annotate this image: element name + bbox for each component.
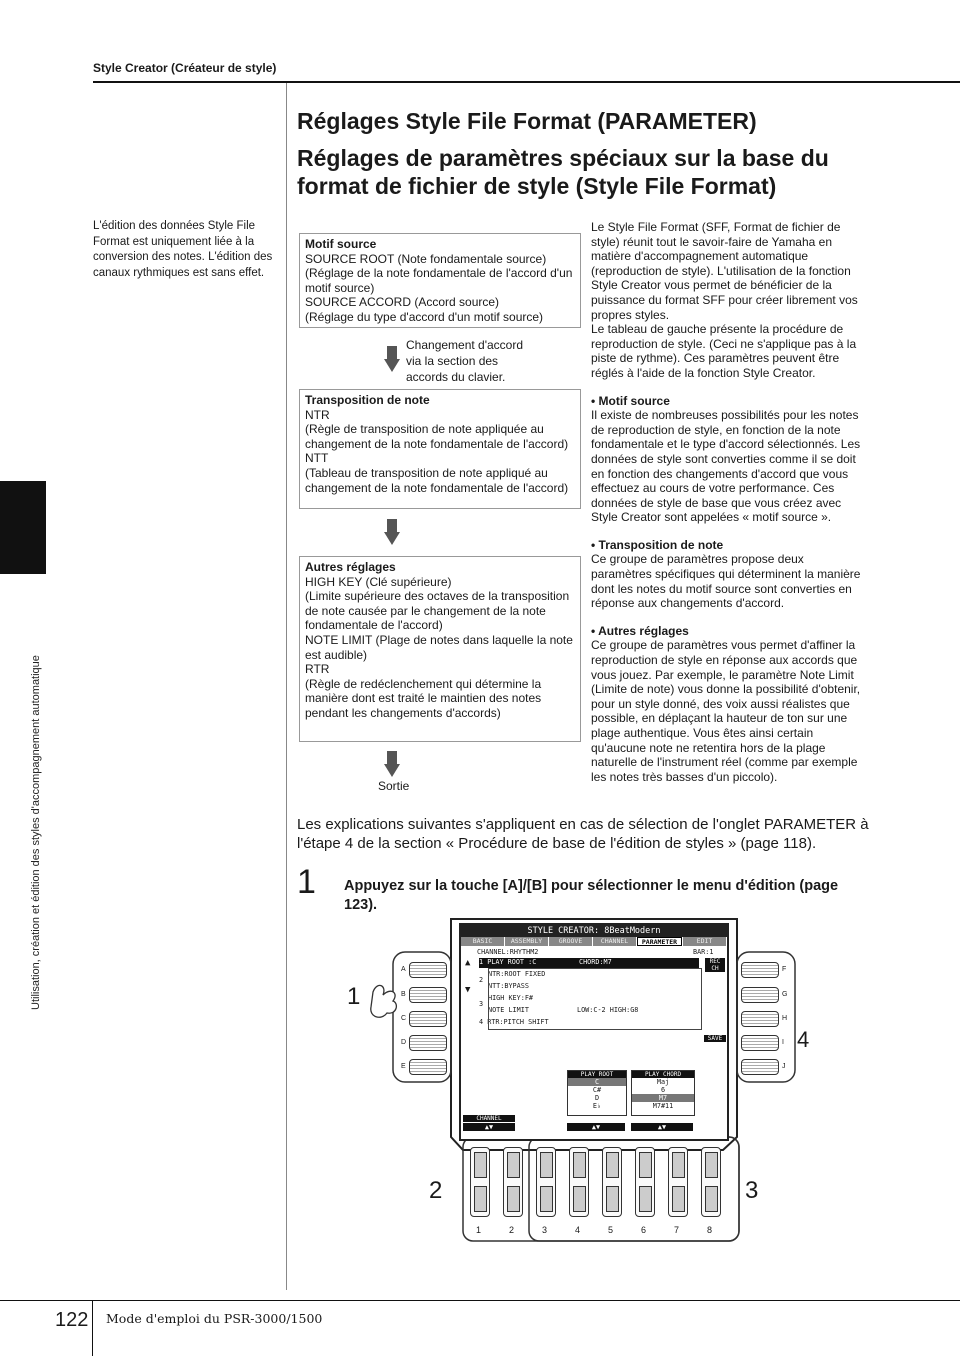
list-item[interactable]: E♭ xyxy=(592,1102,602,1110)
subsection-text: Ce groupe de paramètres vous permet d'affiner la reproduction de style en réponse aux accords que vous jouez. Par exemple, le paramètre Note Limit (Limite de note) vous donne la possibilité d'obtenir, pour un style donné, des voix aussi réalistes que possible, en déplaçant la hauteur de ton sur une plage authentique. Vous êtes ainsi certain qu'aucune note ne retentira hors de la plage naturelle de l'instrument réel (comme par exemple les notes très basses d'un piccolo). xyxy=(591,638,861,784)
row-label: RTR:PITCH SHIFT xyxy=(487,1018,549,1026)
param-grid xyxy=(488,968,702,1030)
flow-line: (Tableau de transposition de note appliqué au changement de la note fondamentale de l'accord) xyxy=(305,465,569,495)
row-number: 3 xyxy=(479,1000,484,1008)
flow-box-title: Transposition de note xyxy=(305,393,430,407)
button-label: B xyxy=(401,991,406,998)
flow-line: RTR xyxy=(305,662,330,677)
flow-box-title: Autres réglages xyxy=(305,560,396,574)
intro-paragraph: Les explications suivantes s'appliquent en cas de sélection de l'onglet PARAMETER à l'étape 4 de la section « Procédure de base de l'édition de styles » (page 118). xyxy=(297,816,869,852)
button-label: C xyxy=(401,1015,407,1022)
list-item[interactable]: M7#11 xyxy=(652,1102,674,1110)
save-button[interactable]: SAVE xyxy=(704,1035,726,1042)
flow-line: (Limite supérieure des octaves de la transposition de note causée par le changement de la note fondamentale de l'accord) xyxy=(305,589,570,633)
row-number: 4 xyxy=(479,1018,484,1026)
flow-line: (Règle de redéclenchement qui détermine la manière dont est traité le maintien des notes pendant les changements d'accords) xyxy=(305,676,542,720)
slider-4[interactable] xyxy=(569,1147,589,1217)
row-label: NOTE LIMIT xyxy=(488,1006,529,1014)
play-chord-arrows-icon[interactable]: ▲▼ xyxy=(631,1123,693,1131)
list-item[interactable]: Maj xyxy=(656,1078,670,1086)
list-item[interactable]: 6 xyxy=(660,1086,666,1094)
channel-label: CHANNEL xyxy=(463,1115,515,1122)
button-label: E xyxy=(401,1063,406,1070)
slider-1[interactable] xyxy=(470,1147,490,1217)
chapter-tab xyxy=(0,481,46,574)
flow-line: NTR xyxy=(305,407,330,422)
flow-arrow-down-icon xyxy=(384,519,400,546)
intro-text: Le Style File Format (SFF, Format de fichier de style) réunit tout le savoir-faire de Yamaha en matière d'accompagnement automatique (reproduction de style). L'utilisation de la fonction Style Creator vous permet de bénéficier de la puissance du format SFF pour créer librement vos propres styles. xyxy=(591,220,858,322)
tab-channel[interactable]: CHANNEL xyxy=(593,937,636,946)
tab-parameter[interactable]: PARAMETER xyxy=(637,937,682,946)
play-root-label: PLAY ROOT xyxy=(568,1071,626,1078)
tab-basic[interactable]: BASIC xyxy=(461,937,504,946)
row-label: NTR:ROOT FIXED xyxy=(488,970,546,978)
callout-3: 3 xyxy=(745,1177,759,1204)
row-label: PLAY ROOT :C xyxy=(487,958,537,966)
section-heading: Réglages Style File Format (PARAMETER) xyxy=(297,108,757,134)
button-label: J xyxy=(782,1063,786,1070)
page-number: 122 xyxy=(55,1309,89,1331)
channel-arrows-icon[interactable]: ▲▼ xyxy=(463,1123,515,1131)
flow-box-other xyxy=(299,556,581,742)
callout-2: 2 xyxy=(429,1177,443,1204)
section-subheading-line2: format de fichier de style (Style File Format) xyxy=(297,173,777,199)
footer-divider xyxy=(92,1300,93,1356)
flow-arrow-caption xyxy=(406,337,523,385)
flow-output-label: Sortie xyxy=(378,779,410,793)
list-item[interactable]: M7 xyxy=(632,1094,694,1102)
play-chord-label: PLAY CHORD xyxy=(632,1071,694,1078)
play-root-list[interactable] xyxy=(567,1070,627,1116)
flow-box-title: Motif source xyxy=(305,237,377,251)
flow-line: (Réglage du type d'accord d'un motif source) xyxy=(305,309,544,324)
slider-8[interactable] xyxy=(701,1147,721,1217)
button-e[interactable] xyxy=(409,1059,447,1075)
slider-number: 6 xyxy=(641,1225,647,1235)
subsection-title: • Motif source xyxy=(591,393,670,408)
running-header: Style Creator (Créateur de style) xyxy=(93,61,277,75)
lcd-screen xyxy=(459,923,729,1141)
footer-rule xyxy=(0,1300,960,1301)
screen-tabs xyxy=(461,937,727,946)
channel-readout: CHANNEL:RHYTHM2 xyxy=(477,948,539,956)
section-subheading-line1: Réglages de paramètres spéciaux sur la base du xyxy=(297,145,829,171)
row-number: 2 xyxy=(479,976,484,984)
button-d[interactable] xyxy=(409,1035,447,1051)
subsection-title: • Autres réglages xyxy=(591,623,689,638)
button-label: D xyxy=(401,1039,407,1046)
flow-arrow-down-icon xyxy=(384,346,400,373)
button-i[interactable] xyxy=(741,1035,779,1051)
slider-number: 3 xyxy=(542,1225,548,1235)
button-g[interactable] xyxy=(741,987,779,1003)
row-label: HIGH KEY:F# xyxy=(488,994,534,1002)
scroll-up-icon[interactable]: ▲ xyxy=(465,958,471,968)
flow-box-source xyxy=(299,233,581,328)
row-value: CHORD:M7 xyxy=(579,958,612,966)
param-row-play-root[interactable] xyxy=(479,958,699,968)
row-value: LOW:C-2 HIGH:G8 xyxy=(577,1006,639,1014)
button-j[interactable] xyxy=(741,1059,779,1075)
tab-edit[interactable]: EDIT xyxy=(683,937,726,946)
button-a[interactable] xyxy=(409,962,447,978)
callout-4: 4 xyxy=(797,1027,810,1052)
slider-5[interactable] xyxy=(602,1147,622,1217)
subsection-text: Ce groupe de paramètres propose deux paramètres spécifiques qui déterminent la manière dont les notes du motif source sont converties en réponse aux changements d'accord. xyxy=(591,552,861,611)
flow-line: NTT xyxy=(305,451,329,466)
caption-line: accords du clavier. xyxy=(406,370,506,384)
row-label: NTT:BYPASS xyxy=(488,982,529,990)
play-root-arrows-icon[interactable]: ▲▼ xyxy=(567,1123,625,1131)
button-f[interactable] xyxy=(741,962,779,978)
flow-line: NOTE LIMIT (Plage de notes dans laquelle la note est audible) xyxy=(305,632,573,662)
tab-groove[interactable]: GROOVE xyxy=(549,937,592,946)
list-item[interactable]: D xyxy=(594,1094,600,1102)
callout-1: 1 xyxy=(347,983,361,1010)
subsection-title: • Transposition de note xyxy=(591,537,724,552)
slider-3[interactable] xyxy=(536,1147,556,1217)
flow-line: SOURCE ACCORD (Accord source) xyxy=(305,295,500,310)
step-instruction: Appuyez sur la touche [A]/[B] pour sélectionner le menu d'édition (page 123). xyxy=(344,878,839,913)
row-number: 1 xyxy=(479,958,484,966)
chapter-tab-label: Utilisation, création et édition des styles d'accompagnement automatique xyxy=(30,655,42,1010)
slider-2[interactable] xyxy=(503,1147,523,1217)
slider-number: 2 xyxy=(509,1225,515,1235)
margin-note: L'édition des données Style File Format est uniquement liée à la conversion des notes. L'édition des canaux rythmiques est sans effet. xyxy=(93,220,273,279)
header-rule xyxy=(93,81,960,83)
list-item[interactable]: C xyxy=(568,1078,626,1086)
slider-number: 4 xyxy=(575,1225,581,1235)
explanation-column xyxy=(591,220,867,797)
flow-line: HIGH KEY (Clé supérieure) xyxy=(305,574,452,589)
column-divider xyxy=(286,83,287,1290)
subsection-text: Il existe de nombreuses possibilités pour les notes de reproduction de style, en fonction de la note fondamentale et le type d'accord sélectionnés. Les données de style sont converties comme il se doit en fonction des changements d'accord que vous effectuez au cours de votre performance. Ces données de style de base que vous créez avec Style Creator sont appelées « motif source ». xyxy=(591,408,861,525)
button-b[interactable] xyxy=(409,987,447,1003)
button-c[interactable] xyxy=(409,1011,447,1027)
footer-title: Mode d'emploi du PSR-3000/1500 xyxy=(106,1311,323,1326)
intro-text-2: Le tableau de gauche présente la procédure de reproduction de style. (Ceci ne s'applique pas à la piste de rythme). Ces paramètres peuvent être réglés à l'aide de la fonction Style Creator. xyxy=(591,322,857,380)
slider-number: 1 xyxy=(476,1225,482,1235)
flow-line: (Réglage de la note fondamentale de l'accord d'un motif source) xyxy=(305,266,573,295)
button-label: A xyxy=(401,966,406,973)
rec-ch-badge[interactable]: REC CH xyxy=(705,958,725,972)
button-label: F xyxy=(782,966,787,973)
slider-number: 8 xyxy=(707,1225,713,1235)
slider-6[interactable] xyxy=(635,1147,655,1217)
flow-arrow-down-icon xyxy=(384,751,400,778)
slider-7[interactable] xyxy=(668,1147,688,1217)
slider-number: 5 xyxy=(608,1225,614,1235)
caption-line: via la section des xyxy=(406,354,499,368)
button-label: H xyxy=(782,1015,788,1022)
caption-line: Changement d'accord xyxy=(406,338,524,352)
button-h[interactable] xyxy=(741,1011,779,1027)
tab-assembly[interactable]: ASSEMBLY xyxy=(505,937,548,946)
bar-readout: BAR:1 xyxy=(693,948,714,956)
button-label: I xyxy=(782,1039,784,1046)
flow-box-transposition xyxy=(299,389,581,509)
slider-number: 7 xyxy=(674,1225,680,1235)
flow-line: (Règle de transposition de note appliquée au changement de la note fondamentale de l'accord) xyxy=(305,422,569,451)
panel-illustration xyxy=(343,915,810,1250)
step-number: 1 xyxy=(297,863,316,901)
list-item[interactable]: C# xyxy=(592,1086,602,1094)
flow-line: SOURCE ROOT (Note fondamentale source) xyxy=(305,251,547,266)
screen-title: STYLE CREATOR: 8BeatModern xyxy=(461,925,727,937)
play-chord-list[interactable] xyxy=(631,1070,695,1116)
button-label: G xyxy=(782,991,788,998)
scroll-down-icon[interactable]: ▼ xyxy=(465,985,471,995)
